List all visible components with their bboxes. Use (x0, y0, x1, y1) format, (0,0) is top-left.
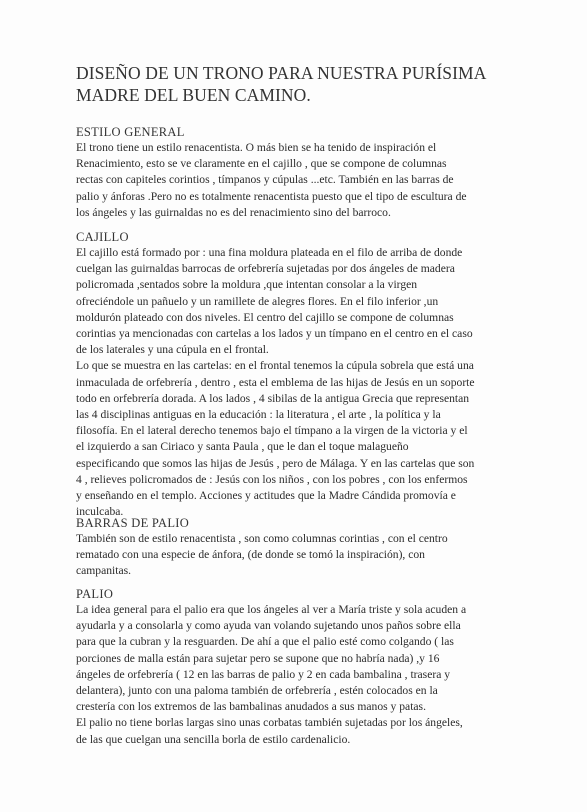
section-heading: PALIO (76, 587, 114, 601)
paragraph-line: El palio no tiene borlas largas sino unas corbatas también sujetadas por los ángeles, (76, 716, 463, 730)
paragraph-line: El cajillo está formado por : una fina moldura plateada en el filo de arriba de donde (76, 246, 463, 259)
paragraph-line: filosofía. En el lateral derecho tenemos bajo el tímpano a la virgen de la victoria y el (76, 424, 468, 438)
paragraph-line: rectas con capiteles corintios , tímpanos y cúpulas ...etc. También en las barras de (76, 173, 454, 187)
section-heading: BARRAS DE PALIO (76, 516, 190, 530)
paragraph-line: porciones de malla están para sujetar pero se supone que no habría nada) ,y 16 (76, 651, 440, 665)
paragraph-line: inculcaba. (76, 505, 124, 519)
paragraph-line: de los laterales y una cúpula en el frontal. (76, 343, 269, 357)
paragraph-line: especificando que somos las hijas de Jesús , pero de Málaga. Y en las cartelas que son (76, 456, 475, 470)
paragraph-line: palio y ánforas .Pero no es totalmente renacentista puesto que el tipo de escultura de (76, 189, 467, 203)
paragraph-line: cuelgan las guirnaldas barrocas de orfebrería sujetadas por dos ángeles de madera (76, 262, 455, 276)
paragraph-line: los ángeles y las guirnaldas no es del renacimiento sino del barroco. (76, 205, 391, 219)
section-heading: ESTILO GENERAL (76, 125, 185, 139)
section-palio (76, 586, 560, 748)
paragraph-line: ángeles de orfebrería ( 12 en las barras de palio y 2 en cada bambalina , trasera y (76, 667, 451, 681)
section-estilo-general (76, 124, 560, 221)
paragraph-line: de las que cuelgan una sencilla borla de estilo cardenalicio. (76, 732, 351, 746)
paragraph-line: La idea general para el palio era que los ángeles al ver a María triste y sola acuden a (76, 603, 467, 616)
title-line: DISEÑO DE UN TRONO PARA NUESTRA PURÍSIMA (76, 63, 487, 83)
paragraph-line: También son de estilo renacentista , son como columnas corintias , con el centro (76, 532, 448, 545)
paragraph-line: las 4 disciplinas antiguas en la educación : la literatura , el arte , la política y la (76, 408, 441, 422)
paragraph-line: el izquierdo a san Ciriaco y santa Paula , que le dan el toque malagueño (76, 440, 409, 454)
paragraph-line: para que la cubran y la resguarden. De ahí a que el palio esté como colgando ( las (76, 635, 454, 649)
paragraph-line: Lo que se muestra en las cartelas: en el frontal tenemos la cúpula sobrela que está una (76, 359, 474, 373)
paragraph-line: todo en orfebrería dorada. A los lados , 4 sibilas de la antigua Grecia que representan (76, 391, 470, 405)
section-heading: CAJILLO (76, 230, 129, 244)
paragraph-line: corintias ya mencionadas con cartelas a los lados y un tímpano en el centro en el caso (76, 327, 473, 341)
paragraph-line: 4 , relieves policromados de : Jesús con los niños , con los pobres , con los enfermos (76, 472, 468, 486)
document-title (76, 62, 556, 106)
paragraph-line: policromada ,sentados sobre la moldura ,que intentan consolar a la virgen (76, 278, 418, 292)
title-line: MADRE DEL BUEN CAMINO. (76, 85, 311, 105)
paragraph-line: y enseñando en el templo. Acciones y actitudes que la Madre Cándida promovía e (76, 489, 456, 503)
paragraph-line: delantera), junto con una paloma también de orfebrería , estén colocados en la (76, 684, 438, 698)
paragraph-line: moldurón plateado con dos niveles. El centro del cajillo se compone de columnas (76, 310, 454, 324)
paragraph-line: ofreciéndole un pañuelo y un ramillete de alegres flores. En el filo inferior ,un (76, 294, 439, 308)
paragraph-line: Renacimiento, esto se ve claramente en el cajillo , que se compone de columnas (76, 157, 447, 171)
paragraph-line: El trono tiene un estilo renacentista. O más bien se ha tenido de inspiración el (76, 141, 437, 154)
paragraph-line: ayudarla y a consolarla y como ayuda van volando sujetando unos paños sobre ella (76, 619, 461, 633)
paragraph-line: inmaculada de orfebrería , dentro , esta el emblema de las hijas de Jesús en un soporte (76, 375, 475, 389)
paragraph-line: campanitas. (76, 564, 132, 578)
paragraph-line: crestería con los extremos de las bambalinas anudados a sus manos y patas. (76, 700, 426, 714)
paragraph-line: rematado con una especie de ánfora, (de donde se tomó la inspiración), con (76, 548, 425, 562)
section-cajillo (76, 229, 560, 520)
section-barras-de-palio (76, 515, 560, 580)
